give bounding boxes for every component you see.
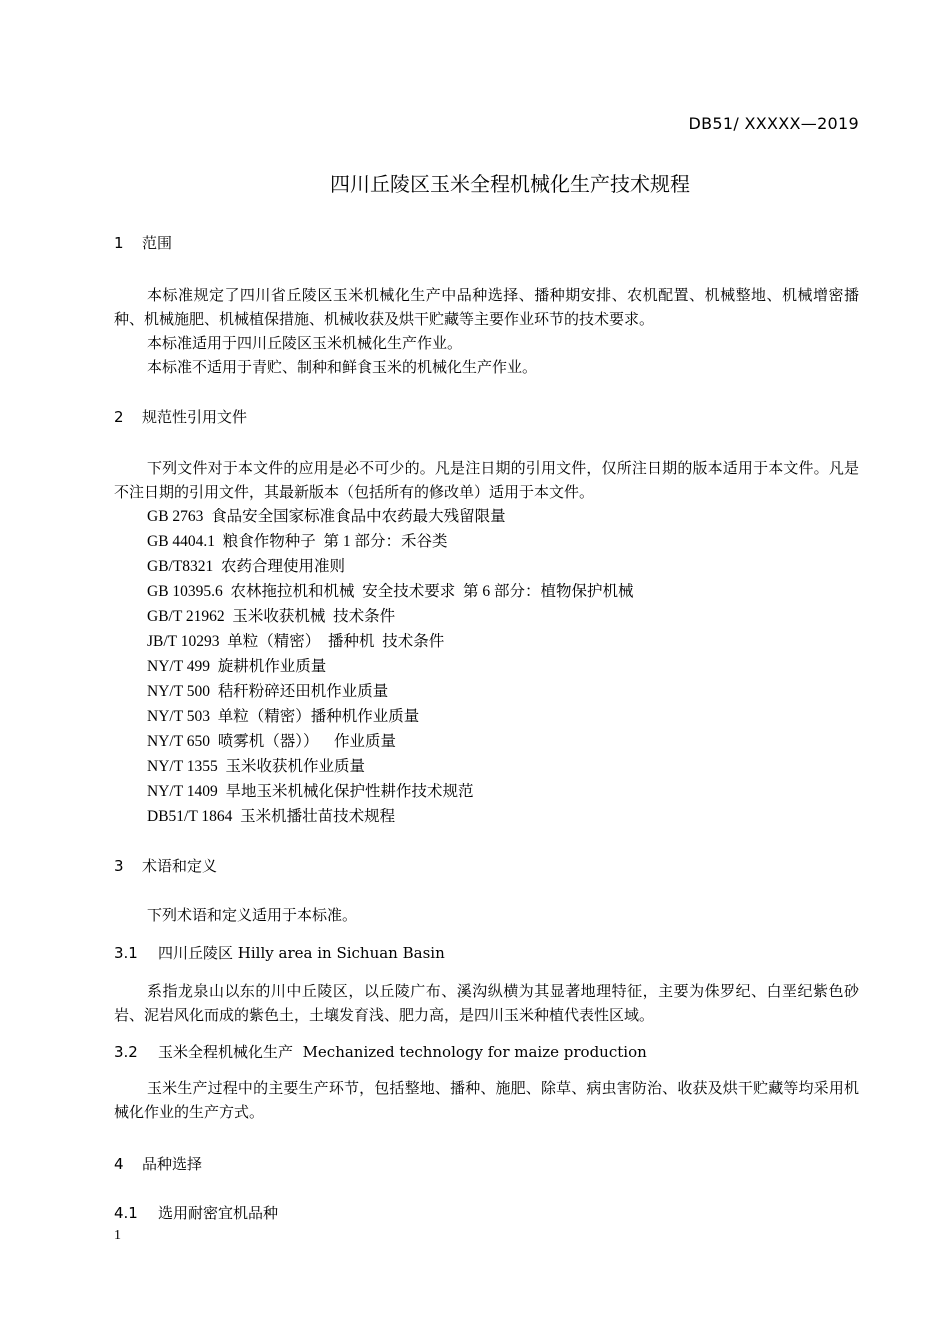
terms-intro: 下列术语和定义适用于本标准。 — [147, 906, 358, 924]
section-heading-1 — [114, 232, 172, 253]
reference-item: GB 2763 食品安全国家标准食品中农药最大残留限量 — [147, 508, 506, 525]
reference-item: NY/T 499 旋耕机作业质量 — [147, 658, 327, 675]
reference-item: NY/T 650 喷雾机（器）） 作业质量 — [147, 733, 397, 750]
refs-intro: 下列文件对于本文件的应用是必不可少的。凡是注日期的引用文件，仅所注日期的版本适用于本文件。凡是不注日期的引用文件，其最新版本（包括所有的修改单）适用于本文件。 — [114, 459, 859, 501]
reference-item: GB/T8321 农药合理使用准则 — [147, 558, 346, 575]
term-english: Hilly area in Sichuan Basin — [237, 944, 445, 962]
reference-item: NY/T 503 单粒（精密）播种机作业质量 — [147, 708, 420, 725]
subsection-number: 4.1 — [114, 1204, 138, 1222]
reference-item: GB/T 21962 玉米收获机械 技术条件 — [147, 608, 396, 625]
term-heading-3-2 — [114, 1041, 647, 1062]
section-title: 品种选择 — [142, 1155, 203, 1173]
reference-item: NY/T 500 秸秆粉碎还田机作业质量 — [147, 683, 389, 700]
reference-item: DB51/T 1864 玉米机播壮苗技术规程 — [147, 808, 396, 825]
section-number: 3 — [114, 857, 124, 875]
scope-paragraph-2: 本标准适用于四川丘陵区玉米机械化生产作业。 — [147, 334, 463, 352]
term-chinese: 玉米全程机械化生产 — [158, 1043, 294, 1061]
section-number: 1 — [114, 234, 124, 252]
section-title: 规范性引用文件 — [142, 408, 248, 426]
document-title: 四川丘陵区玉米全程机械化生产技术规程 — [330, 172, 690, 196]
term-number: 3.2 — [114, 1043, 138, 1061]
scope-paragraph-1: 本标准规定了四川省丘陵区玉米机械化生产中品种选择、播种期安排、农机配置、机械整地、机械增密播种、机械施肥、机械植保措施、机械收获及烘干贮藏等主要作业环节的技术要求。 — [114, 286, 859, 328]
section-number: 2 — [114, 408, 124, 426]
section-heading-4 — [114, 1153, 202, 1174]
reference-item: NY/T 1409 旱地玉米机械化保护性耕作技术规范 — [147, 783, 474, 800]
reference-item: NY/T 1355 玉米收获机作业质量 — [147, 758, 366, 775]
term-english: Mechanized technology for maize production — [302, 1043, 647, 1061]
scope-paragraph-3: 本标准不适用于青贮、制种和鲜食玉米的机械化生产作业。 — [147, 358, 538, 376]
standard-code: DB51/ XXXXX—2019 — [688, 114, 859, 133]
reference-item: GB 4404.1 粮食作物种子 第 1 部分：禾谷类 — [147, 533, 448, 550]
section-title: 术语和定义 — [142, 857, 218, 875]
term-chinese: 四川丘陵区 — [158, 944, 234, 962]
term-definition-3-1: 系指龙泉山以东的川中丘陵区，以丘陵广布、溪沟纵横为其显著地理特征，主要为侏罗纪、白垩纪紫色砂岩、泥岩风化而成的紫色土，土壤发育浅、肥力高，是四川玉米种植代表性区域。 — [114, 982, 859, 1024]
reference-item: JB/T 10293 单粒（精密） 播种机 技术条件 — [147, 633, 445, 650]
section-heading-2 — [114, 406, 247, 427]
subsection-heading-4-1 — [114, 1202, 278, 1223]
subsection-title: 选用耐密宜机品种 — [158, 1204, 279, 1222]
term-heading-3-1 — [114, 942, 445, 963]
section-number: 4 — [114, 1155, 124, 1173]
term-number: 3.1 — [114, 944, 138, 962]
page-number: 1 — [114, 1228, 121, 1243]
term-definition-3-2: 玉米生产过程中的主要生产环节，包括整地、播种、施肥、除草、病虫害防治、收获及烘干贮藏等均采用机械化作业的生产方式。 — [114, 1079, 859, 1121]
section-heading-3 — [114, 855, 217, 876]
reference-item: GB 10395.6 农林拖拉机和机械 安全技术要求 第 6 部分：植物保护机械 — [147, 583, 634, 600]
section-title: 范围 — [142, 234, 173, 252]
